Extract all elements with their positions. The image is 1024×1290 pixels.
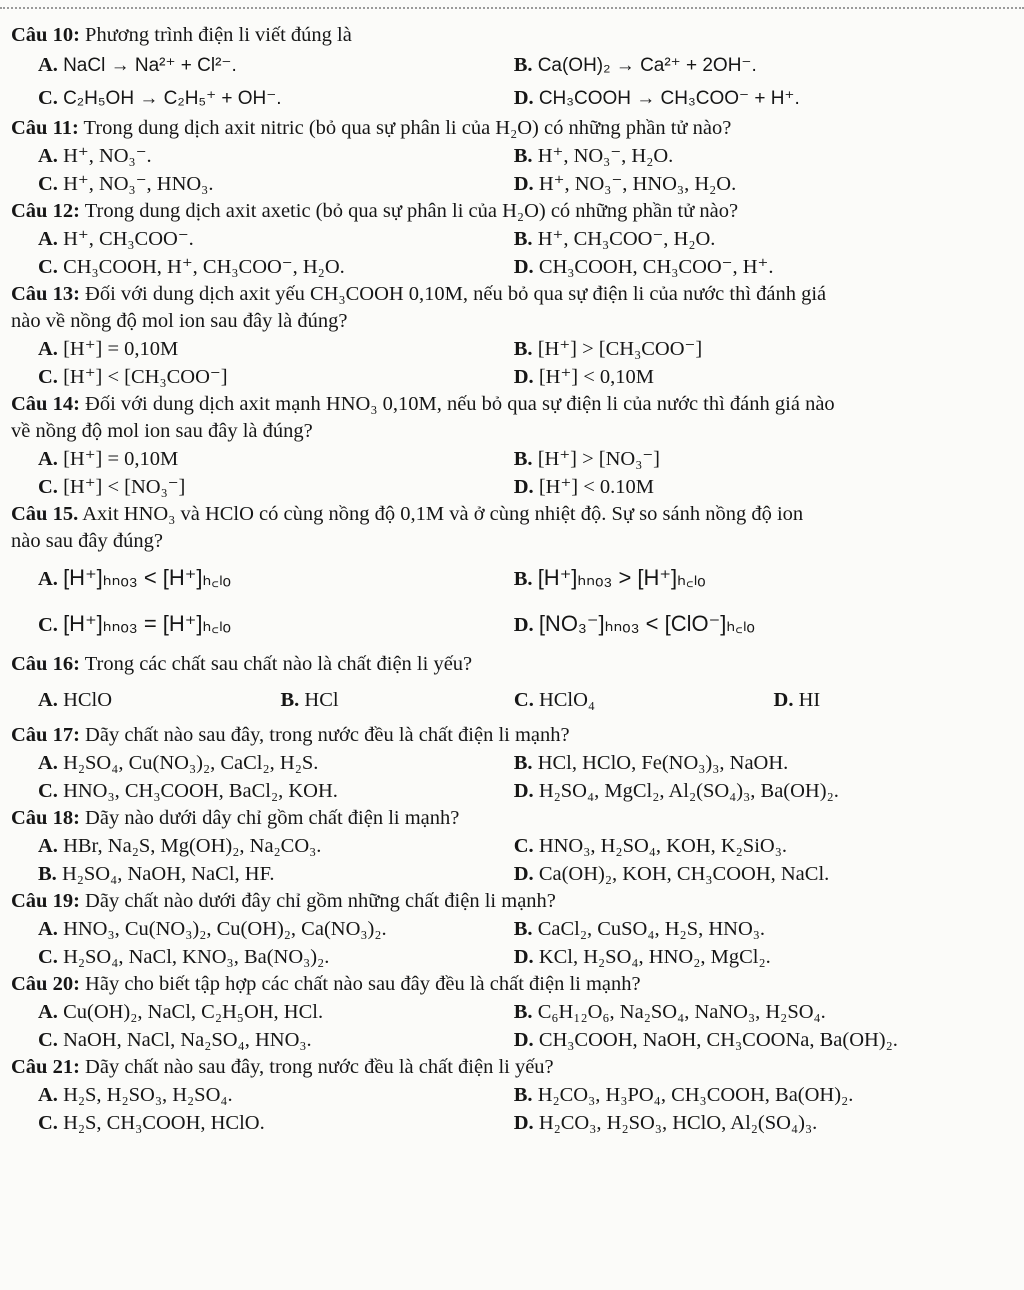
option-a[interactable]: A. [H⁺] = 0,10M — [38, 448, 179, 470]
option-b[interactable]: B. HCl — [280, 689, 339, 711]
question-16 — [11, 651, 1016, 716]
option-a[interactable]: A. HBr, Na₂S, Mg(OH)₂, Na₂CO₃. — [38, 835, 322, 857]
worksheet — [11, 22, 1016, 1137]
question-text: Phương trình điện li viết đúng là — [85, 24, 352, 46]
option-d[interactable]: D. H⁺, NO₃⁻, HNO₃, H₂O. — [513, 173, 737, 195]
question-text: Dãy nào dưới dây chỉ gồm chất điện li mạnh? — [85, 807, 460, 829]
option-b[interactable]: B. [H⁺] > [NO₃⁻] — [513, 448, 661, 470]
question-10 — [11, 22, 1016, 115]
option-d[interactable]: D. Ca(OH)₂, KOH, CH₃COOH, NaCl. — [513, 863, 830, 885]
question-number: Câu 15. — [11, 503, 79, 525]
question-number: Câu 11: — [11, 117, 79, 139]
top-dotted-rule — [0, 7, 1024, 9]
question-text: Trong dung dịch axit nitric (bỏ qua sự phân li của H₂O) có những phần tử nào? — [83, 117, 732, 139]
question-21 — [11, 1054, 1016, 1137]
option-b[interactable]: B. Ca(OH)₂ → Ca²⁺ + 2OH⁻. — [513, 54, 757, 76]
question-text: Đối với dung dịch axit yếu CH₃COOH 0,10M, nếu bỏ qua sự điện li của nước thì đánh giá — [85, 283, 827, 305]
option-d[interactable]: D. [H⁺] < 0.10M — [513, 476, 655, 498]
question-text: Đối với dung dịch axit mạnh HNO₃ 0,10M, nếu bỏ qua sự điện li của nước thì đánh giá nào — [85, 393, 835, 415]
question-13 — [11, 281, 1016, 391]
option-a[interactable]: A. [H⁺]ₕₙₒ₃ < [H⁺]ₕ꜀ₗₒ — [38, 565, 231, 590]
question-number: Câu 17: — [11, 724, 80, 746]
question-15 — [11, 501, 1016, 647]
question-text: Trong dung dịch axit axetic (bỏ qua sự phân li của H₂O) có những phần tử nào? — [84, 200, 739, 222]
option-c[interactable]: C. H₂S, CH₃COOH, HClO. — [38, 1112, 265, 1134]
option-a[interactable]: A. H⁺, NO₃⁻. — [38, 145, 152, 167]
option-a[interactable]: A. Cu(OH)₂, NaCl, C₂H₅OH, HCl. — [38, 1001, 324, 1023]
option-b[interactable]: B. [H⁺]ₕₙₒ₃ > [H⁺]ₕ꜀ₗₒ — [513, 565, 706, 590]
option-b[interactable]: B. [H⁺] > [CH₃COO⁻] — [513, 338, 703, 360]
option-c[interactable]: C. [H⁺] < [CH₃COO⁻] — [38, 366, 228, 388]
question-text: Dãy chất nào sau đây, trong nước đều là chất điện li yếu? — [85, 1056, 554, 1078]
option-d[interactable]: D. HI — [773, 689, 821, 711]
option-c[interactable]: C. [H⁺]ₕₙₒ₃ = [H⁺]ₕ꜀ₗₒ — [38, 611, 231, 636]
question-number: Câu 14: — [11, 393, 80, 415]
option-b[interactable]: B. H₂SO₄, NaOH, NaCl, HF. — [38, 863, 275, 885]
question-number: Câu 21: — [11, 1056, 80, 1078]
option-c[interactable]: C. CH₃COOH, H⁺, CH₃COO⁻, H₂O. — [38, 256, 345, 278]
option-c[interactable]: C. NaOH, NaCl, Na₂SO₄, HNO₃. — [38, 1029, 312, 1051]
question-text: Dãy chất nào dưới đây chỉ gồm những chất điện li mạnh? — [85, 890, 556, 912]
option-c[interactable]: C. HNO₃, H₂SO₄, KOH, K₂SiO₃. — [513, 835, 787, 857]
question-number: Câu 18: — [11, 807, 80, 829]
question-18 — [11, 805, 1016, 888]
option-d[interactable]: D. CH₃COOH, NaOH, CH₃COONa, Ba(OH)₂. — [513, 1029, 898, 1051]
question-text: Hãy cho biết tập hợp các chất nào sau đây đều là chất điện li mạnh? — [85, 973, 641, 995]
option-a[interactable]: A. HClO — [38, 689, 113, 711]
option-d[interactable]: D. KCl, H₂SO₄, HNO₂, MgCl₂. — [513, 946, 771, 968]
option-b[interactable]: B. HCl, HClO, Fe(NO₃)₃, NaOH. — [513, 752, 789, 774]
option-a[interactable]: A. [H⁺] = 0,10M — [38, 338, 179, 360]
option-c[interactable]: C. HNO₃, CH₃COOH, BaCl₂, KOH. — [38, 780, 338, 802]
question-number: Câu 19: — [11, 890, 80, 912]
option-a[interactable]: A. H₂S, H₂SO₃, H₂SO₄. — [38, 1084, 233, 1106]
question-text-continued: nào về nồng độ mol ion sau đây là đúng? — [11, 310, 348, 332]
question-number: Câu 13: — [11, 283, 80, 305]
option-b[interactable]: B. H₂CO₃, H₃PO₄, CH₃COOH, Ba(OH)₂. — [513, 1084, 854, 1106]
question-number: Câu 20: — [11, 973, 80, 995]
option-c[interactable]: C. H⁺, NO₃⁻, HNO₃. — [38, 173, 214, 195]
question-text-continued: về nồng độ mol ion sau đây là đúng? — [11, 420, 313, 442]
question-text: Axit HNO₃ và HClO có cùng nồng độ 0,1M và ở cùng nhiệt độ. Sự so sánh nồng độ ion — [82, 503, 804, 525]
option-a[interactable]: A. NaCl → Na²⁺ + Cl²⁻. — [38, 54, 237, 76]
option-b[interactable]: B. H⁺, CH₃COO⁻, H₂O. — [513, 228, 716, 250]
question-number: Câu 12: — [11, 200, 80, 222]
option-d[interactable]: D. H₂SO₄, MgCl₂, Al₂(SO₄)₃, Ba(OH)₂. — [513, 780, 839, 802]
option-d[interactable]: D. CH₃COOH → CH₃COO⁻ + H⁺. — [513, 87, 800, 109]
option-a[interactable]: A. H₂SO₄, Cu(NO₃)₂, CaCl₂, H₂S. — [38, 752, 319, 774]
option-d[interactable]: D. H₂CO₃, H₂SO₃, HClO, Al₂(SO₄)₃. — [513, 1112, 818, 1134]
question-text: Dãy chất nào sau đây, trong nước đều là chất điện li mạnh? — [85, 724, 570, 746]
option-b[interactable]: B. C₆H₁₂O₆, Na₂SO₄, NaNO₃, H₂SO₄. — [513, 1001, 826, 1023]
question-19 — [11, 888, 1016, 971]
question-11 — [11, 115, 1016, 198]
question-text: Trong các chất sau chất nào là chất điện li yếu? — [84, 653, 473, 675]
question-number: Câu 10: — [11, 24, 80, 46]
question-17 — [11, 722, 1016, 805]
option-a[interactable]: A. HNO₃, Cu(NO₃)₂, Cu(OH)₂, Ca(NO₃)₂. — [38, 918, 387, 940]
option-d[interactable]: D. [NO₃⁻]ₕₙₒ₃ < [ClO⁻]ₕ꜀ₗₒ — [513, 611, 755, 636]
option-c[interactable]: C. H₂SO₄, NaCl, KNO₃, Ba(NO₃)₂. — [38, 946, 330, 968]
option-a[interactable]: A. H⁺, CH₃COO⁻. — [38, 228, 194, 250]
option-b[interactable]: B. CaCl₂, CuSO₄, H₂S, HNO₃. — [513, 918, 766, 940]
question-12 — [11, 198, 1016, 281]
question-number: Câu 16: — [11, 653, 80, 675]
option-b[interactable]: B. H⁺, NO₃⁻, H₂O. — [513, 145, 674, 167]
question-20 — [11, 971, 1016, 1054]
option-d[interactable]: D. [H⁺] < 0,10M — [513, 366, 655, 388]
option-c[interactable]: C. C₂H₅OH → C₂H₅⁺ + OH⁻. — [38, 87, 282, 109]
option-d[interactable]: D. CH₃COOH, CH₃COO⁻, H⁺. — [513, 256, 774, 278]
question-14 — [11, 391, 1016, 501]
option-c[interactable]: C. [H⁺] < [NO₃⁻] — [38, 476, 186, 498]
option-c[interactable]: C. HClO₄ — [513, 689, 596, 711]
question-text-continued: nào sau đây đúng? — [11, 530, 163, 552]
